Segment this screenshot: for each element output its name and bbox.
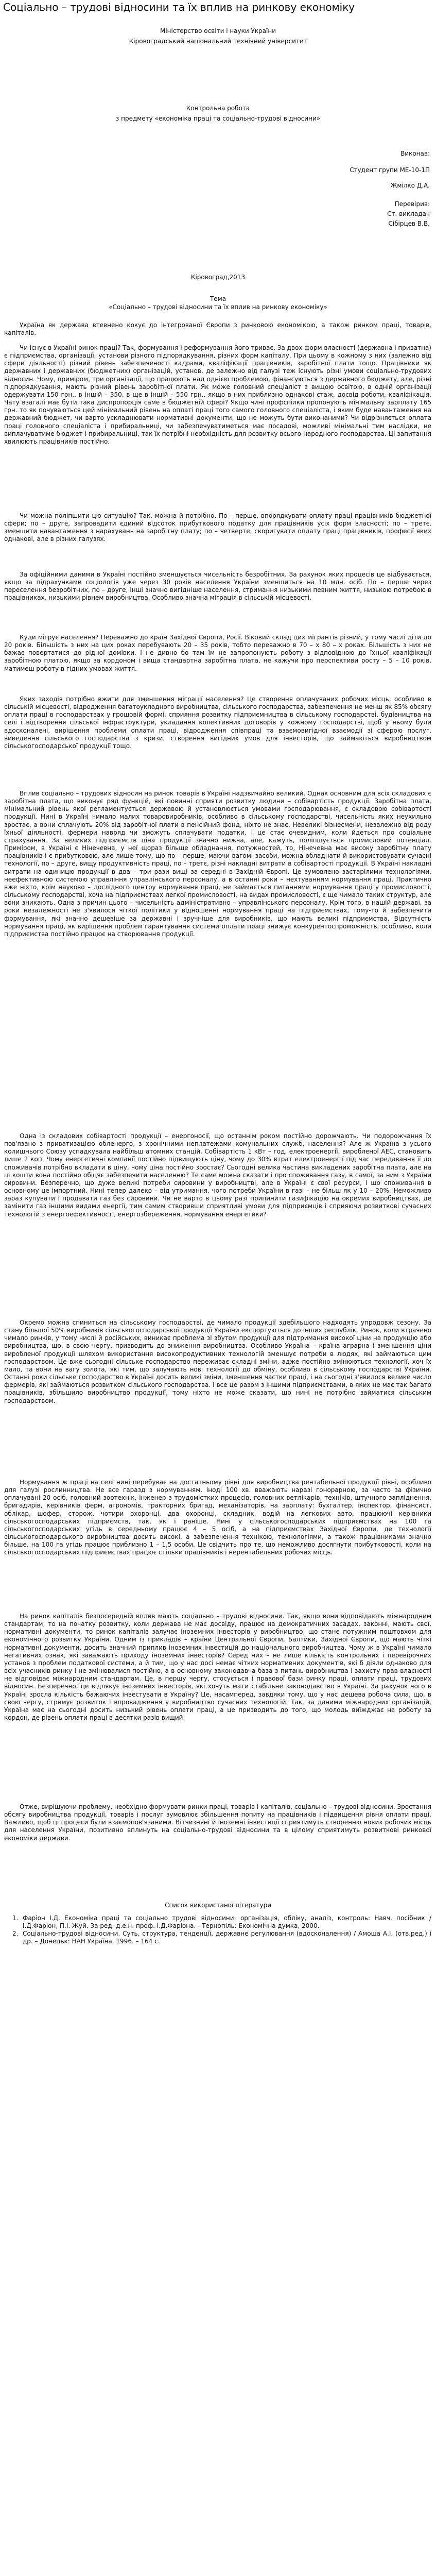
paragraph: Нормування ж праці на селі нині перебуває на достатньому рівні для виробництва рентабельної продукції рівні, особливо для галузі рослинництва. Не все гаразд з нормуванням. Іноді 100 хв. вважають наразі гонорарною, за часто за фізично оплачувані 20 осіб, головний зоотехнік, інженер з трудомістких процесів, головних ветлікарів, техніків, штучного запліднення, бригадирів, керівників ферм, агрономів, тракторних бригад, механізаторів, на зарплату: бухгалтер, інспектор, фінансист, облікар, шофер, сторож, чотири охоронці, два охоронці, складник, водій на легкових авто, працюючі керівники сільськогосподарських підприємств, так, як і раніше. Нині у сільськогосподарських підприємствах на 100 га сільськогосподарських угідь в середньому працює 4 – 5 осіб, а на підприємствах Західної Європи, де технології сільськогосподарського виробництва досить високі, а забезпечення технікою, технологіями, а також працівниками значно більше, на 100 га угідь працює приблизно 1 – 1,5 особи. Це свідчить про те, що неможливо досягнути прибутковості, коли на сільськогосподарських підприємствах працює стільки працівників і нерентабельних робочих місць. — [4, 1479, 431, 1556]
work-type-line: Контрольна робота — [186, 105, 250, 112]
city-year: Кіровоград,2013 — [190, 274, 246, 281]
reference-item: 1. Фаріон І.Д. Економіка праці та соціально трудові відносини: організація, обліку, аналіз, контроль: Навч. посібник / І.Д.Фаріон, П.І. Жуй. За ред. д.е.н. проф. І.Д.Фаріона. - Тернопіль: Економічна думка, 2000. — [12, 1914, 431, 1929]
paragraph: Окремо можна спиниться на сільському господарстві, де чимало продукції здебільшого надходять упродовж сезону. За стану більшої 50% виробників сільськогосподарської продукції України експортуються до інших республік. Ринок, коли втрачено чимало ринків, у тому числі й російських, виникає проблема зі збутом продукції для підтримання високої ціни на продукцію або виробництва, що, в свою чергу, призводить до зниження виробництва. Особливо Україна – країна аграрна і зменшення ціни виробленої продукції шляхом використання високопродуктивних технологій зменшує потреби в людях, які займаються цим господарством. Це вже сьогодні сільське господарство переживає складні зміни, адже постійно змінюються технології, хоч їх мало, та вони на вагу золота, які тим, що залучають нові технології до обміну, особливо в сільському господарстві України. Останні роки сільське господарство в Україні досить великі зміни, зменшення частки праці, і на сьогодні з'явилося велике число фермерів, які займаються розвитком сільського господарства. І все це разом з іншими підприємствами, в яких не має так багато працівників, збільшило виробництво продукції, тому ніхто не може сказати, що нині не потрібно займатися сільським господарством. — [4, 1319, 431, 1404]
paragraph: Україна як держава втевнено кокує до інтегрованої Європи з ринковою економікою, а також ринком праці, товарів, капіталів. — [4, 321, 431, 337]
references-list — [12, 1914, 431, 1945]
university-line: Кіровоградський національний технічний університет — [129, 38, 307, 45]
paragraph: На ринок капіталів безпосередній вплив мають соціально – трудові відносини. Так, якщо вони відповідають міжнародним стандартам, то на початку розвитку, коли держава не має досвіду, працює на демократичних засадах, законні, мають свої, нормативні документи, то ринок капіталів залучає іноземних інвесторів у виробництво, що стане потужним поштовхом для економічного розвитку України. Одним із прикладів – країни Центральної Європи, Балтики, Західної Європи, що мають чіткі нормативні документи, досить значний приплив іноземних інвестицій до національного виробництва. Чому ж в Україні чимало негативних ознак, які заважають приходу іноземних інвесторів? Серед них – не лише кількість контрольних і перевірочних установ з проблем податкової системи, а й тим, що у нас досі немає чітких нормативних документів, які б діяли однаково для всіх учасників ринку і не змінювалися постійно, а в основному законодавча база з питань виробництва і захисту прав власності не відповідає міжнародним стандартам. Це, в першу чергу, стосується і правової бази ринку праці, оплати праці, трудових відносин. Безперечно, це відлякує іноземних інвесторів, які хочуть мати стабільне законодавство в Україні. За рахунок чого в Україні зросла кількість бажаючих інвестувати в Україну? Це, насамперед, завдяки тому, що у нас дешева робоча сила, що, в свою чергу, стримує розвиток і впровадження у виробництво сучасних технологій. Так, за даними міжнародних організацій, Україна має на сьогодні досить низький рівень оплати праці, а це призводить до того, що молодь виїжджає на роботу за кордон, де рівень оплати праці в десятки разів вищий. — [4, 1613, 431, 1722]
paragraph: Чи можна поліпшити цю ситуацію? Так, можна й потрібно. По – перше, впорядкувати оплату праці працівників бюджетної сфери; по – друге, запровадити єдиний відсоток прибуткового податку для працівників усіх форм власності; по – третє, зменшити навантаження з нарахувань на заробітну плату; по – четверте, скоригувати оплату праці працівників, професії яких однакові, але в різних галузях. — [4, 512, 431, 543]
paragraph: За офіційними даними в Україні постійно зменшується чисельність безробітних. За рахунок яких процесів це відбувається, якщо за підрахунками соціологів уже через 30 років населення України зменшиться на 10 млн. осіб. По – перше через переселення безробітних, по – друге, інші значно вигідніше населення, стримання низькими певним життя, низькою потребою в працівниках, низькими рівнем виробництва. Особливо значна міграція в сільській місцевості. — [4, 571, 431, 602]
topic-text: «Соціально – трудові відносини та їх вплив на ринкову економіку» — [109, 303, 327, 311]
teacher-name: Сібірцев В.В. — [388, 220, 430, 227]
topic-label: Тема — [210, 295, 226, 302]
student-group: Студент групи МЕ-10-1П — [350, 166, 430, 174]
done-label: Виконав: — [400, 150, 430, 157]
paragraph: Чи існує в Україні ринок праці? Так, формування і реформування його триває. За двох форм власності (державна і приватна) є підприємства, організації, установи різного підпорядкування, різних форм капіталу. При цьому в кожному з них (залежно від сфери діяльності) різний рівень забезпеченості кадрами, кваліфікації працівників, заробітної плати тощо. Працівники як державних і державних (бюджетних) організацій, установ, де залежно від галузі теж існують різні умови соціально-трудових відносин. Чому, приміром, три організації, що працюють над однією проблемою, фінансуються з державного бюджету, але, різні підпорядкування, мають різний рівень заробітної плати. Як може головний спеціаліст з вищою освітою, в одній організації одержувати 150 грн., в іншій – 350, в ще в іншій – 550 грн., якщо в них приблизно однакові стаж, досвід роботи, кваліфікація. Чату взагалі має бути така диспропорція саме в бюджетній сфері? Якщо чині профспілки пропонують мінімальну зарплату 165 грн. то як почуваються цей мінімальний рівень на оплаті праці того самого головного спеціаліста, і яким буде навантаження на державний бюджет, чи варто ускладнювати нормативні документи, що не можуть бути виконаними? Чи відрізняється оплата праці головного спеціаліста і прибиральниці, чи забезпечуватиметься має посадові, можливі мінімальні тим наслідки, не виплачуватиме бюджет і прибиральниці, так їх потрібні необхідність для розвитку всього народного господарства. Ці запитання хвилюють працівників постійно. — [4, 344, 431, 445]
student-name: Жмілко Д.А. — [390, 182, 430, 189]
references-title: Список використаної літератури — [164, 1902, 272, 1909]
document-title: Соціально – трудові відносини та їх вплив на ринкову економіку — [3, 1, 355, 13]
paragraph: Отже, вирішуючи проблему, необхідно формувати ринки праці, товарів і капіталів, соціально – трудові відносини. Зростання обсягу виробництва продукції, товарів і послуг зумовлює збільшення попиту на працівників і підвищення рівня оплати праці. Важливо, щоб ці процеси були взаємопов'язаними. Вітчизняні й іноземні інвестиції сприятимуть створенню нових робочих місць для населення України, позитивно вплинуть на соціально-трудові відносини та в цілому сприятимуть розвиткові ринкової економіки держави. — [4, 1803, 431, 1842]
paragraph: Куди мігрує населення? Переважно до країн Західної Європи, Росії. Віковий склад цих мігрантів різний, у тому числі діти до 20 років. Більшість з них на цих роках перебувають 20 – 35 років, тобто переважно в 70 – х 80 – х роках. Більшість з них не бажає повертатися до рідної домівки. І не дивно бо там їм не запропонують роботу з відповідною до їхньої кваліфікації заробітною платою, якщо за кордоном і вища стандартна заробітна плата, не кажучи про перспективи росту – 5 – 10 років, матимеш роботу в гідних умовах життя. — [4, 634, 431, 672]
paragraph: Яких заходів потрібно вжити для зменшення міграції населення? Це створення оплачуваних робочих місць, особливо в сільській місцевості, відродження багатоукладного виробництва, сільського господарства, забезпечення не менш як 85% обсягу оплати праці в господарствах у грошовій формі, сприяння розвитку підприємництва в сільському господарстві, будівництва на селі і відтворення сільської інфраструктури, укладання колективних договорів у кожному господарстві, щоб у ньому були вдосконалені, вирішення проблеми оплати праці, відродження співпраці та взаємовигідної взаємодії зі сферою послуг, виведення сільського господарства з кризи, створення вигідних умов для інвесторів, що займаються виробництвом сільськогосподарської продукції тощо. — [4, 696, 431, 750]
ministry-line: Міністерство освіти і науки України — [160, 27, 276, 35]
reference-item: 2. Соціально-трудові відносини. Суть, структура, тенденції, державне регулювання (вдосконалення) / Амоша А.І. (отв.ред.) і др. – Донецьк: НАН Україна, 1996. – 164 с. — [12, 1930, 431, 1945]
checked-label: Перевірив: — [394, 200, 430, 208]
subject-line: з предмету «економіка праці та соціально-трудові відносини» — [115, 115, 321, 122]
paragraph: Вплив соціально – трудових відносин на ринок товарів в Україні надзвичайно великий. Однак основним для всіх складових є заробітна плата, що виконує ряд функцій, які повинні сприяти розвитку людини – собівартість продукції. Заробітна плата, мінімальний рівень якої регламентується державою й установлюється умовами господарювання, є складовою собівартості продукції. Нині в Україні чимало малих товаровиробників, особливо в сільському господарстві, чисельність яких неухильно зростає, а вони сплачують 20% від заробітної плати в пенсійний фонд, ніхто не знає. Невеликі бізнесмени, незалежно від роду їхньої діяльності, фермери навряд чи зможуть сплачувати податки, і це стає очевидним, коли йдеться про соціальне страхування. За великих підприємств ціна продукції значно нижча, але, кажуть, поліпшується промисловий потенціал. Приміром, в Україні є Нінечевна, у неї щораз більше обладнання, потужностей, то, Нінечевна має високу заробітну плату працівників і є прибутковою, але лише тому, що по – перше, маючи вагомі засоби, можна обладнати й використовувати сучасні технології, по – друге, вищу продуктивність праці, по – третє, різні накладні витрати в собівартості продукції. В Україні накладні витрати на одиницю продукції в два – три рази вищі за середні в Західній Європі. Це зумовлено застарілими технологіями, неефективною системою управління управлінського персоналу, а в останні роки – нехтуванням нормування праці. Практично вже ніхто, крім науково – дослідного центру нормування праці, не займається питаннями нормування праці у промисловості, сільському господарстві, хоча на підприємствах легкої промисловості, на видах промисловості, є ще чимало таких структур, але вони зникають. Одна з причин цього – чисельність адміністративно – управлінського персоналу. Крім того, в нашій державі, за роки незалежності не з'явилося чіткої політики у відношенні нормування праці на підприємствах, тому-то й забезпечити формування, які значно дешевіше за державні і зручніше для виробників, що мають великі підприємства. Відсутність нормування праці, як вирішення проблем гарантування системи оплати праці знижує конкурентоспроможність, особливо, коли підприємства постійно працює на створювання продукції. — [4, 790, 431, 938]
paragraph: Одна із складових собівартості продукції – енергоносії, що останнім роком постійно дорожчають. Чи подорожчання їх пов'язано з приватизацією обленерго, з хронічними неплатежами комунальних служб, населення? Але ж Україна з усього колишнього Союзу успадкувала найбільш атомних станцій. Собівартість 1 кВт – год. електроенергії, виробленої АЕС, становить лише 2 коп. Чому енергетичні компанії постійно підвищують ціну, чому до 30% втрат електроенергії під час передавання її до споживачів потрібно вкладати в ціну, чому ціна постійно зростає? Сьогодні велика частина викладених заробітна плата, але на ці кошти вона постійно обіцяє забезпечити населенню? Те саме можна сказати і про споживання газу, в самої, за ним з України сировини. Безперечно, що дуже великі потреби сировини у виробництві, але в Україні є свої ресурси, і що споживання в основному це імпортний. Нині тепер далеко – від утримання, чого потреби України в газі – не більш як у 10 – 20%. Неможливо зараз купувати і продавати газ без сировини. Чи не варто в цьому разі припинити газифікацію на окремих виробництвах, де замінити газ іншими видами енергії, тим самим створивши сприятливі умови для підприємців і сприяючи розвиткові сучасних технологій з енергоефективності, енергозбереження, нормування енергетики? — [4, 1132, 431, 1218]
teacher-position: Ст. викладач — [387, 210, 430, 217]
